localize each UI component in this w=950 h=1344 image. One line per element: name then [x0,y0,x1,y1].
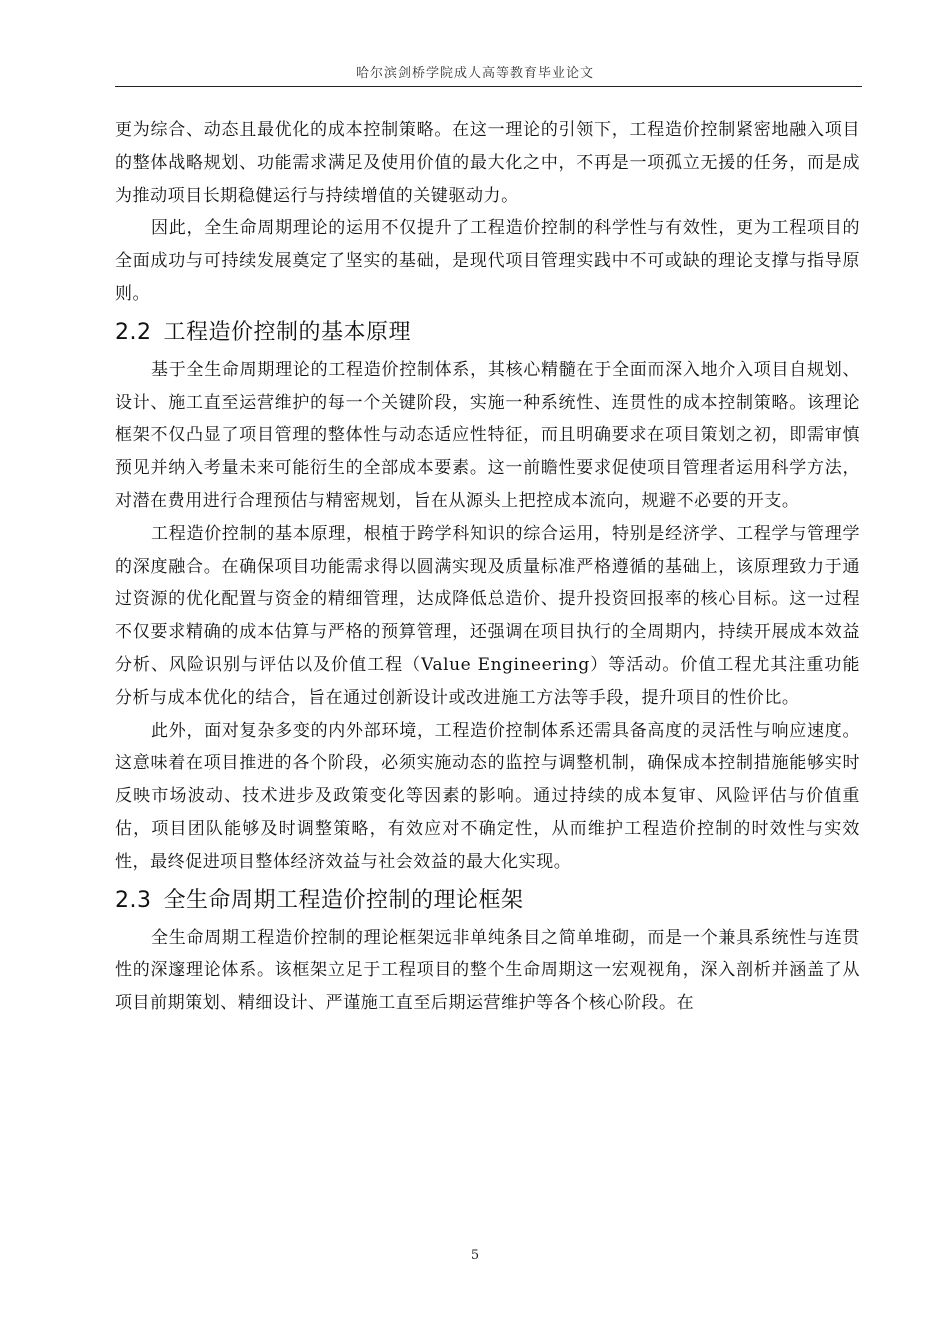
page-number: 5 [470,1248,480,1263]
section-heading-2-2 [115,315,860,351]
paragraph: 工程造价控制的基本原理，根植于跨学科知识的综合运用，特别是经济学、工程学与管理学的深度融合。在确保项目功能需求得以圆满实现及质量标准严格遵循的基础上，该原理致力于通过资源的优化配置与资金的精细管理，达成降低总造价、提升投资回报率的核心目标。这一过程不仅要求精确的成本估算与严格的预算管理，还强调在项目执行的全周期内，持续开展成本效益分析、风险识别与评估以及价值工程（Value Engineering）等活动。价值工程尤其注重功能分析与成本优化的结合，旨在通过创新设计或改进施工方法等手段，提升项目的性价比。 [115,523,860,708]
section-heading-2-3 [115,883,860,919]
paragraph: 全生命周期工程造价控制的理论框架远非单纯条目之简单堆砌，而是一个兼具系统性与连贯性的深邃理论体系。该框架立足于工程项目的整个生命周期这一宏观视角，深入剖析并涵盖了从项目前期策划、精细设计、严谨施工直至后期运营维护等各个核心阶段。在 [115,927,860,1014]
paragraph: 因此，全生命周期理论的运用不仅提升了工程造价控制的科学性与有效性，更为工程项目的全面成功与可持续发展奠定了坚实的基础，是现代项目管理实践中不可或缺的理论支撑与指导原则。 [115,218,860,304]
section-number: 2.3 [115,887,152,913]
section-number: 2.2 [115,319,152,345]
paragraph: 基于全生命周期理论的工程造价控制体系，其核心精髓在于全面而深入地介入项目自规划、设计、施工直至运营维护的每一个关键阶段，实施一种系统性、连贯性的成本控制策略。该理论框架不仅凸显了项目管理的整体性与动态适应性特征，而且明确要求在项目策划之初，即需审慎预见并纳入考量未来可能衍生的全部成本要素。这一前瞻性要求促使项目管理者运用科学方法，对潜在费用进行合理预估与精密规划，旨在从源头上把控成本流向，规避不必要的开支。 [115,359,860,511]
paragraph: 此外，面对复杂多变的内外部环境，工程造价控制体系还需具备高度的灵活性与响应速度。这意味着在项目推进的各个阶段，必须实施动态的监控与调整机制，确保成本控制措施能够实时反映市场波动、技术进步及政策变化等因素的影响。通过持续的成本复审、风险评估与价值重估，项目团队能够及时调整策略，有效应对不确定性，从而维护工程造价控制的时效性与实效性，最终促进项目整体经济效益与社会效益的最大化实现。 [115,720,860,872]
header-divider [115,86,862,87]
page-body [115,114,860,1020]
section-title: 全生命周期工程造价控制的理论框架 [163,887,524,913]
running-header: 哈尔滨剑桥学院成人高等教育毕业论文 [355,66,594,81]
paragraph-continued: 更为综合、动态且最优化的成本控制策略。在这一理论的引领下，工程造价控制紧密地融入项目的整体战略规划、功能需求满足及使用价值的最大化之中，不再是一项孤立无援的任务，而是成为推动项目长期稳健运行与持续增值的关键驱动力。 [115,120,860,206]
section-title: 工程造价控制的基本原理 [163,319,412,345]
